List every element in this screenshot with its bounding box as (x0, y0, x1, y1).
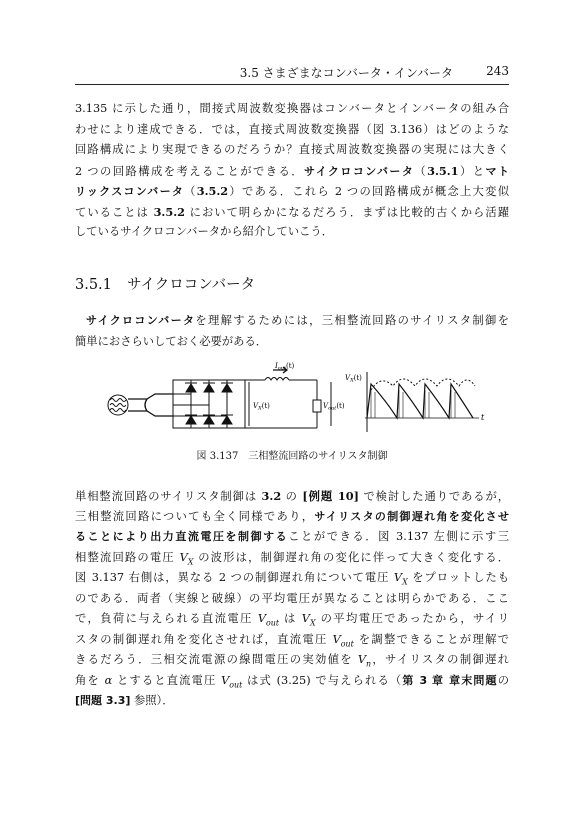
subsection-heading (75, 273, 255, 294)
vout-label: $V_{out}(t)$ (323, 402, 345, 412)
ac-source-icon (108, 394, 173, 416)
figure-caption: 図 3.137 三相整流回路のサイリスタ制御 (196, 451, 388, 462)
page-number: 243 (486, 64, 509, 78)
text-line: 2 つの回路構成を考えることができる．サイクロコンバータ（3.5.1）とマト (75, 163, 509, 178)
iout-label: $I_{out}(t)$ (275, 362, 295, 372)
text-line: 三相整流回路についても全く同様であり，サイリスタの制御遅れ角を変化させ (75, 509, 509, 523)
text-line: ていることは 3.5.2 において明らかになるだろう．まずは比較的古くから活躍 (75, 204, 509, 219)
running-header (75, 64, 509, 82)
text-line: 簡単におさらいしておく必要がある． (75, 334, 268, 348)
thyristor-bridge (173, 380, 245, 428)
text-line: 3.135 に示した通り，間接式周波数変換器はコンバータとインバータの組み合 (75, 102, 509, 115)
text-line: しているサイクロコンバータから紹介していこう． (75, 225, 334, 238)
t-axis-label: t (481, 413, 485, 422)
vx-waveform-plot (365, 372, 479, 432)
vx-circuit-label: $V_X(t)$ (253, 402, 270, 412)
text-line: わせにより達成できる．では，直接式周波数変換器（図 3.136）はどのような (75, 122, 509, 136)
text-line: のである．両者（実線と破線）の平均電圧が異なることは明らかである．ここ (75, 591, 509, 605)
text-line: 単相整流回路のサイリスタ制御は 3.2 の [例題 10] で検討した通りであるが， (75, 489, 509, 503)
text-line: [問題 3.3] 参照）． (75, 694, 174, 707)
text-line: 図 3.137 右側は，異なる 2 つの制御遅れ角について電圧 $V_X$ をプロットしたも (75, 571, 509, 587)
vx-dashed-waveform (371, 379, 475, 390)
text-line: スタの制御遅れ角を変化させれば，直流電圧 $V_{out}$ を調整できることが理解で (75, 632, 509, 648)
section-title: 3.5 さまざまなコンバータ・インバータ (239, 66, 453, 80)
figure-3-137 (107, 360, 507, 440)
thyristor-rectifier-diagram (107, 360, 507, 440)
header-rule (75, 84, 509, 85)
text-line: サイクロコンバータを理解するためには，三相整流回路のサイリスタ制御を (86, 314, 509, 327)
subsection-title: サイクロコンバータ (127, 277, 256, 293)
vx-solid-waveform (367, 384, 473, 418)
plot-vx-label: $V_X(t)$ (345, 374, 362, 384)
text-line: きるだろう．三相交流電源の線間電圧の実効値を $V_n$，サイリスタの制御遅れ (75, 653, 509, 669)
text-line: で，負荷に与えられる直流電圧 $V_{out}$ は $V_X$ の平均電圧であったから，サイリ (75, 612, 509, 628)
subsection-number: 3.5.1 (75, 277, 112, 293)
text-line: リックスコンバータ（3.5.2）である．これら 2 つの回路構成が概念上大変似 (75, 184, 509, 198)
output-circuit (245, 367, 331, 428)
paragraph-1 (75, 99, 509, 243)
text-line: 相整流回路の電圧 $V_X$ の波形は，制御遅れ角の変化に伴って大きく変化する． (75, 550, 509, 566)
text-line: 回路構成により実現できるのだろうか？直接式周波数変換器の実現には大きく (75, 143, 509, 156)
paragraph-3 (75, 486, 509, 712)
paragraph-2 (75, 311, 509, 352)
text-line: 角を α とすると直流電圧 $V_{out}$ は式 (3.25) で与えられる（第 3 章 章末問題の (75, 673, 509, 689)
text-line: ることにより出力直流電圧を制御することができる．図 3.137 左側に示す三 (75, 530, 509, 543)
